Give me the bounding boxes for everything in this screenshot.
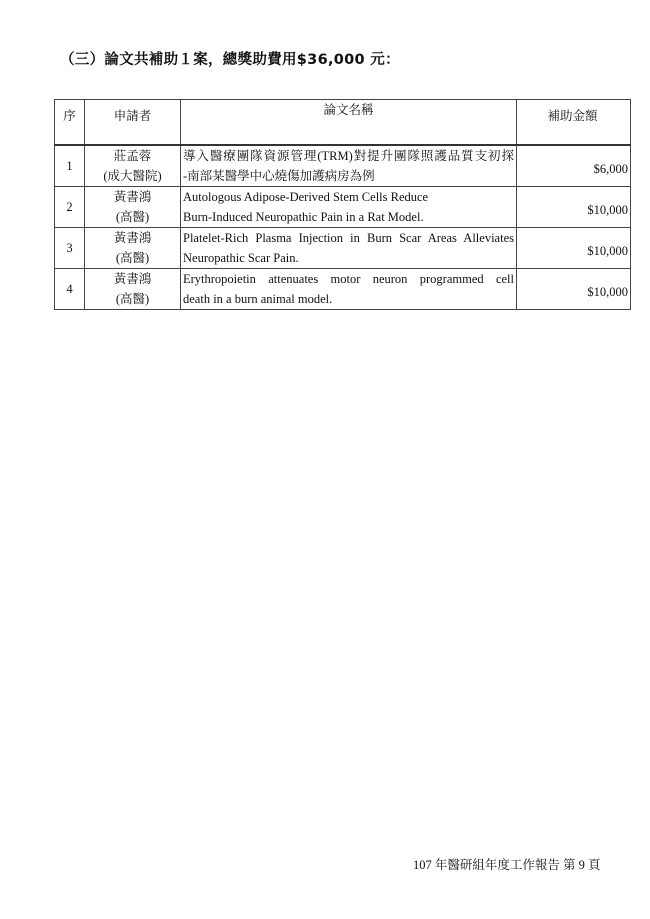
header-amount: 補助金額 (517, 100, 631, 146)
applicant-org: (成大醫院) (103, 169, 162, 183)
page-footer: 107 年醫研組年度工作報告 第 9 頁 (413, 858, 601, 872)
applicant-org: (高醫) (115, 251, 150, 265)
row-amount: $10,000 (517, 228, 631, 269)
row-amount: $10,000 (517, 187, 631, 228)
row-amount: $10,000 (517, 269, 631, 310)
title-line: death in a burn animal model. (183, 292, 333, 306)
row-title (181, 145, 517, 187)
header-applicant: 申請者 (85, 100, 181, 146)
applicant-org: (高醫) (115, 210, 150, 224)
row-title (181, 187, 517, 228)
row-applicant (85, 187, 181, 228)
table-row (55, 269, 631, 310)
applicant-name: 黃書鴻 (113, 231, 152, 245)
applicant-name: 莊孟蓉 (113, 149, 152, 163)
title-line: Autologous Adipose-Derived Stem Cells Reduce (183, 190, 429, 204)
row-applicant (85, 145, 181, 187)
table-row (55, 187, 631, 228)
title-line: Erythropoietin attenuates motor neuron programmed cell (183, 272, 514, 286)
row-applicant (85, 228, 181, 269)
table-header-row (55, 100, 631, 146)
row-applicant (85, 269, 181, 310)
row-seq: 4 (55, 269, 85, 310)
title-line: Platelet-Rich Plasma Injection in Burn Scar Areas Alleviates (183, 231, 514, 245)
row-title (181, 228, 517, 269)
applicant-org: (高醫) (115, 292, 150, 306)
award-table (54, 99, 631, 310)
row-seq: 2 (55, 187, 85, 228)
row-title (181, 269, 517, 310)
row-amount: $6,000 (517, 145, 631, 187)
row-seq: 3 (55, 228, 85, 269)
title-line: Neuropathic Scar Pain. (183, 251, 299, 265)
header-seq: 序 (55, 100, 85, 146)
header-title: 論文名稱 (181, 100, 517, 146)
table-row (55, 145, 631, 187)
row-seq: 1 (55, 145, 85, 187)
title-line: 導入醫療團隊資源管理(TRM)對提升團隊照護品質支初探 (183, 149, 514, 163)
title-line: Burn-Induced Neuropathic Pain in a Rat Model. (183, 210, 424, 224)
section-heading: （三）論文共補助１案，總獎助費用$36,000 元： (60, 52, 400, 68)
table-row (55, 228, 631, 269)
applicant-name: 黃書鴻 (113, 272, 152, 286)
title-line: -南部某醫學中心燒傷加護病房為例 (183, 169, 375, 183)
applicant-name: 黃書鴻 (113, 190, 152, 204)
